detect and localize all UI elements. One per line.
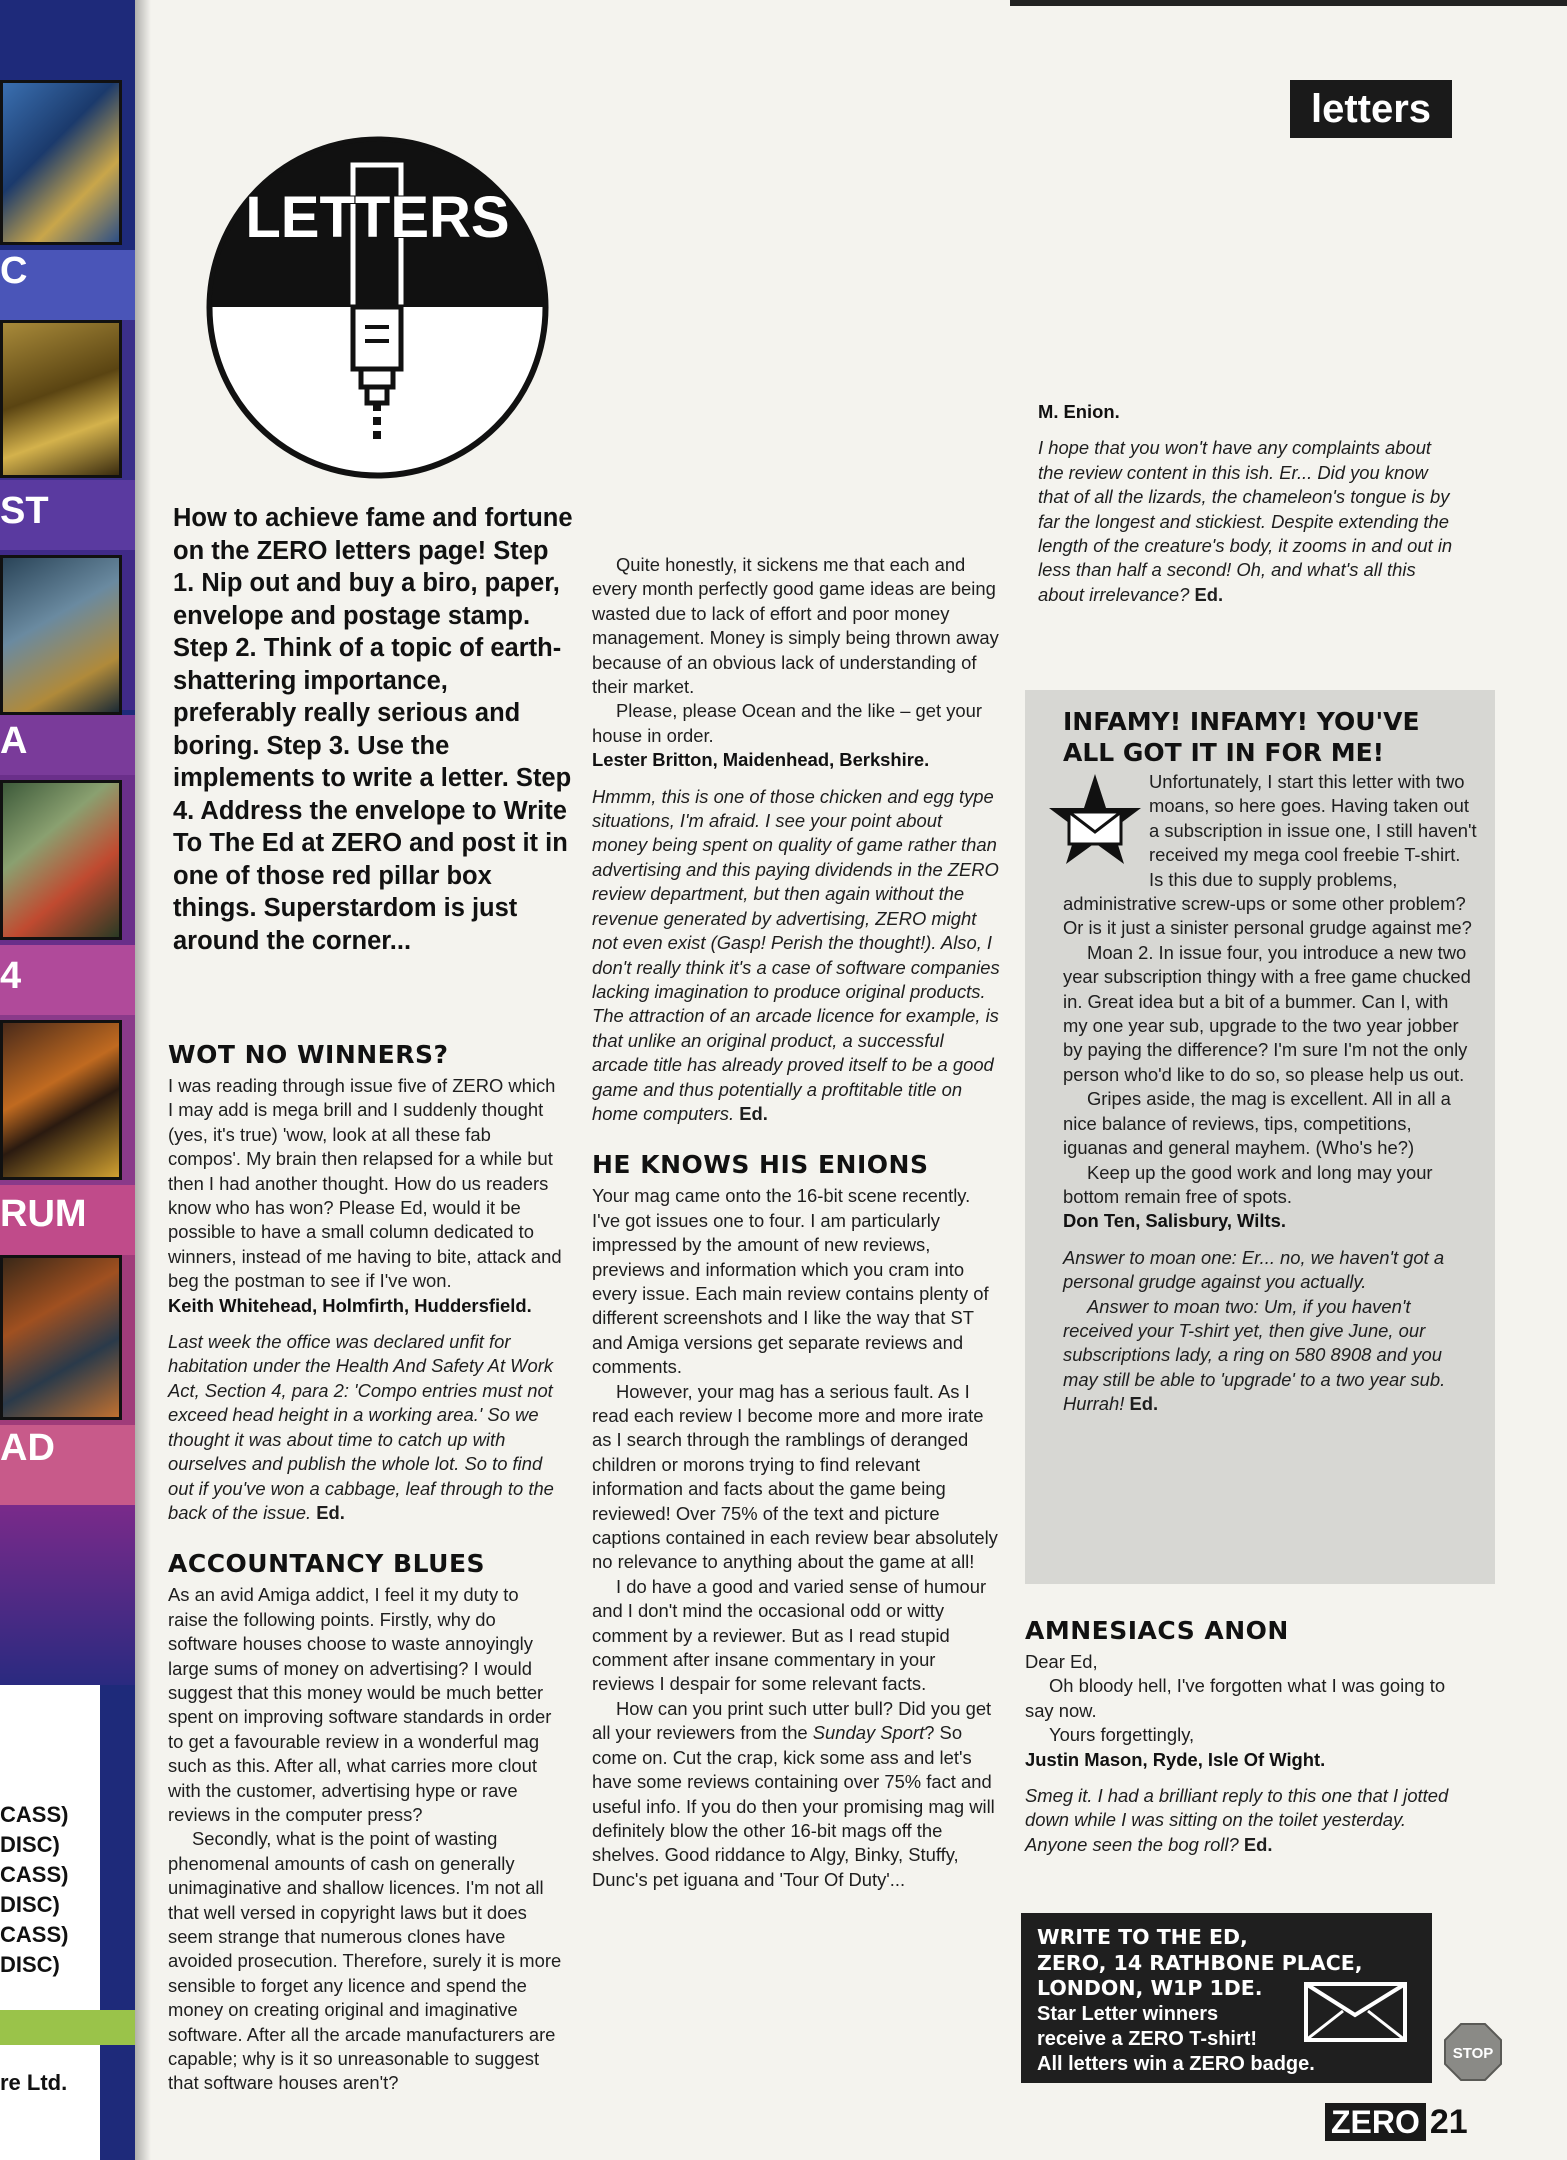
editor-reply bbox=[1063, 1295, 1477, 1417]
letter-signature: M. Enion. bbox=[1038, 401, 1120, 422]
editor-reply: Answer to moan one: Er... no, we haven't got a personal grudge against you actually. bbox=[1063, 1246, 1445, 1293]
star-letter-heading: INFAMY! INFAMY! YOU'VE ALL GOT IT IN FOR ME! bbox=[1063, 707, 1420, 767]
editor-reply bbox=[168, 1330, 563, 1525]
section-tag: letters bbox=[1290, 80, 1452, 138]
strip-format-line: DISC) bbox=[0, 1892, 60, 1917]
address-line: All letters win a ZERO badge. bbox=[1037, 2052, 1315, 2075]
strip-format-line: DISC) bbox=[0, 1952, 60, 1977]
stop-badge-text: STOP bbox=[1452, 2045, 1494, 2062]
address-line: receive a ZERO T-shirt! bbox=[1037, 2027, 1258, 2050]
letter-body: Secondly, what is the point of wasting phenomenal amounts of cash on generally unimaginative and shallow licences. I'm not all that well versed in copyright laws but it does seem strange that numerous clones have avoided prosecution. Therefore, surely it is more sensible to forget any licence and spend the money on creating original and imaginative software. After all the arcade manufacturers are capable; why is it so unreasonable to suggest that software houses aren't? bbox=[168, 1828, 562, 2094]
page-fold-shadow bbox=[135, 0, 151, 2160]
letter-body: I do have a good and varied sense of humour and I don't mind the occasional odd or witty comment by a reviewer. But as I read stupid comment after insane commentary in your reviews I despair for some relevant facts. bbox=[592, 1575, 987, 1695]
letters-pen-logo-icon bbox=[205, 135, 550, 480]
spacer bbox=[168, 1525, 563, 1549]
spacer bbox=[592, 1126, 1002, 1150]
letter-signature: Justin Mason, Ryde, Isle Of Wight. bbox=[1025, 1748, 1326, 1770]
reply-text: Smeg it. I had a brilliant reply to this one that I jotted down while I was sitting on the toilet yesterday. Anyone seen the bog roll? bbox=[1025, 1785, 1449, 1855]
letter-body: However, your mag has a serious fault. As I read each review I become more and more irate as I search through the ramblings of deranged children or morons trying to find relevant information and facts about the game being reviewed! Over 75% of the text and picture captions contained in each review bear absolutely no relevance to anything about the game at all! bbox=[592, 1380, 998, 1573]
strip-format-line: CASS) bbox=[0, 1862, 69, 1887]
text-run-italic: Sunday Sport bbox=[812, 1722, 925, 1744]
reply-text: Answer to moan two: Um, if you haven't received your T-shirt yet, then give June, our subscriptions lady, a ring on 580 8908 and you may still be able to 'upgrade' to a two year sub. Hurrah! bbox=[1063, 1295, 1446, 1415]
address-line: ZERO, 14 RATHBONE PLACE, bbox=[1037, 1950, 1363, 1975]
screenshot-thumbnail bbox=[0, 320, 122, 478]
strip-tag: ST bbox=[0, 490, 49, 532]
left-page-strip bbox=[0, 0, 135, 2160]
address-line: Star Letter winners bbox=[1037, 2002, 1219, 2025]
screenshot-thumbnail bbox=[0, 780, 122, 940]
column-3 bbox=[1038, 330, 1453, 607]
address-line: LONDON, W1P 1DE. bbox=[1037, 1976, 1263, 2000]
letter-body: Gripes aside, the mag is excellent. All in all a nice balance of reviews, tips, competitions, iguanas and general mayhem. (Who's he?) bbox=[1063, 1088, 1451, 1159]
letter-heading: HE KNOWS HIS ENIONS bbox=[592, 1150, 929, 1180]
folio-logo: ZERO bbox=[1325, 2103, 1426, 2141]
page-folio bbox=[1325, 2103, 1468, 2143]
strip-tag: C bbox=[0, 250, 28, 292]
strip-tag: 4 bbox=[0, 955, 22, 997]
strip-band bbox=[0, 1505, 135, 1685]
screenshot-thumbnail bbox=[0, 1255, 122, 1420]
letter-signature: Don Ten, Salisbury, Wilts. bbox=[1063, 1210, 1286, 1232]
reply-sign: Ed. bbox=[316, 1501, 345, 1523]
address-line: WRITE TO THE ED, bbox=[1037, 1925, 1248, 1949]
strip-format-line: CASS) bbox=[0, 1802, 69, 1827]
reply-sign: Ed. bbox=[739, 1102, 768, 1124]
letter-body: I was reading through issue five of ZERO which I may add is mega brill and I suddenly thought (yes, it's true) 'wow, look at all these fab compos'. My brain then relapsed for a while but then I had another thought. How do us readers know who has won? Please Ed, would it be possible to have a small column dedicated to winners, instead of me having to bite, attack and beg the postman to see if I've won. bbox=[168, 1075, 562, 1292]
column-1 bbox=[168, 1040, 563, 2096]
letter-heading: AMNESIACS ANON bbox=[1025, 1616, 1289, 1645]
letter-body bbox=[592, 1697, 1002, 1892]
letter-body: Oh bloody hell, I've forgotten what I was going to say now. bbox=[1025, 1675, 1446, 1721]
text-run: ? So come on. Cut the crap, kick some ass and let's have some reviews containing over 75% fact and useful info. If you do then your promising mag will definitely blow the other 16-bit mags off the shelves. Good riddance to Algy, Binky, Stuffy, Dunc's pet iguana and 'Tour Of Duty'... bbox=[592, 1722, 995, 1890]
screenshot-thumbnail bbox=[0, 555, 122, 715]
letter-body: Please, please Ocean and the like – get your house in order. bbox=[592, 700, 983, 746]
letter-body: Yours forgettingly, bbox=[1049, 1724, 1195, 1746]
address-box bbox=[1021, 1913, 1432, 2083]
letter-salutation: Dear Ed, bbox=[1025, 1651, 1098, 1672]
text-run: How can you print such utter bull? Did you get all your reviewers from the bbox=[592, 1697, 992, 1744]
screenshot-thumbnail bbox=[0, 1020, 122, 1180]
letter-body: Moan 2. In issue four, you introduce a new two year subscription thingy with a free game chucked in. Great idea but a bit of a bummer. Can I, with my one year sub, upgrade to the two year jobber by paying the difference? I'm sure I'm not the only person who'd like to do so, so please help us out. bbox=[1063, 941, 1471, 1085]
reply-sign: Ed. bbox=[1129, 1393, 1159, 1415]
letter-heading: ACCOUNTANCY BLUES bbox=[168, 1549, 486, 1579]
strip-tag: RUM bbox=[0, 1193, 87, 1235]
letter-signature: Lester Britton, Maidenhead, Berkshire. bbox=[592, 749, 930, 771]
intro-text: How to achieve fame and fortune on the ZERO letters page! Step 1. Nip out and buy a biro, paper, envelope and postage stamp. Step 2. Think of a topic of earth-shattering importance, preferably really serious and boring. Step 3. Use the implements to write a letter. Step 4. Address the envelope to Write To The Ed at ZERO and post it in one of those red pillar box things. Superstardom is just around the corner... bbox=[173, 504, 573, 955]
envelope-icon bbox=[1303, 1981, 1408, 2043]
editor-reply bbox=[592, 785, 1002, 1127]
strip-tag: AD bbox=[0, 1427, 55, 1469]
letter-heading: WOT NO WINNERS? bbox=[168, 1040, 449, 1069]
reply-text: Last week the office was declared unfit for habitation under the Health And Safety At Work Act, Section 4, para 2: 'Compo entries must not exceed head height in a working area.' So we thought it was about time to catch up with ourselves and publish the whole lot. So to find out if you've won a cabbage, leaf through to the back of the issue. bbox=[168, 1331, 554, 1523]
column-2 bbox=[592, 325, 1002, 1892]
star-letter-box bbox=[1025, 690, 1495, 1584]
page-number: 21 bbox=[1429, 2103, 1468, 2141]
reply-text: I hope that you won't have any complaints about the review content in this ish. Er... Did you know that of all the lizards, the chameleon's tongue is by far the longest and stickiest. Despite extending the length of the creature's body, it zooms in and out in less than half a second! Oh, and what's all this about irrelevance? bbox=[1038, 437, 1453, 605]
letter-body: Unfortunately, I start this letter with two moans, so here goes. Having taken out a subscription in issue one, I still haven't received my mega cool freebie T-shirt. Is this due to supply problems, administrative screw-ups or some other problem? Or is it just a sinister personal grudge against me? bbox=[1063, 771, 1477, 939]
strip-format-line: CASS) bbox=[0, 1922, 69, 1947]
strip-tag: A bbox=[0, 720, 28, 762]
screenshot-thumbnail bbox=[0, 80, 122, 245]
logo-text: LETTERS bbox=[245, 185, 510, 250]
reply-text: Hmmm, this is one of those chicken and egg type situations, I'm afraid. I see your point about money being spent on quality of game rather than advertising and this paying dividends in the ZERO review department, but then again without the revenue generated by advertising, ZERO might not even exist (Gasp! Perish the thought!). Also, I don't really think it's a case of software companies lacking imagination to produce original products. The attraction of an arcade licence for example, is that unlike an original product, a successful arcade title has already proved itself to be a good game and thus potentially a proftitable title on home computers. bbox=[592, 785, 1000, 1124]
strip-band bbox=[0, 2010, 135, 2045]
letter-body: As an avid Amiga addict, I feel it my duty to raise the following points. Firstly, why do software houses choose to waste annoyingly large sums of money on advertising? I would suggest that this money would be much better spent on improving software standards in order to get a favourable review in a wonderful mag such as this. After all, what carries more clout with the customer, advertising hype or rave reviews in the computer press? bbox=[168, 1584, 552, 1825]
top-rule bbox=[1010, 0, 1567, 6]
reply-sign: Ed. bbox=[1194, 583, 1224, 605]
strip-footer: re Ltd. bbox=[0, 2070, 68, 2095]
letter-signature: Keith Whitehead, Holmfirth, Huddersfield. bbox=[168, 1294, 532, 1316]
letter-body: Your mag came onto the 16-bit scene recently. I've got issues one to four. I am particularly impressed by the amount of new reviews, previews and information which you cram into every issue. Each main review contains plenty of different screenshots and I like the way that ST and Amiga versions get separate reviews and comments. bbox=[592, 1185, 989, 1378]
reply-sign: Ed. bbox=[1243, 1833, 1273, 1855]
letter-body: Keep up the good work and long may your bottom remain free of spots. bbox=[1063, 1161, 1433, 1207]
editor-reply bbox=[1025, 1784, 1450, 1857]
stop-badge-icon bbox=[1444, 2023, 1502, 2081]
editor-reply bbox=[1038, 436, 1453, 607]
strip-format-line: DISC) bbox=[0, 1832, 60, 1857]
strip-white-panel bbox=[0, 2045, 100, 2160]
star-envelope-icon bbox=[1049, 772, 1141, 876]
amnesiacs-letter bbox=[1025, 1616, 1450, 1857]
letter-body: Quite honestly, it sickens me that each and every month perfectly good game ideas are being wasted due to lack of effort and poor money management. Money is simply being thrown away because of an obvious lack of understanding of their market. bbox=[592, 554, 999, 698]
